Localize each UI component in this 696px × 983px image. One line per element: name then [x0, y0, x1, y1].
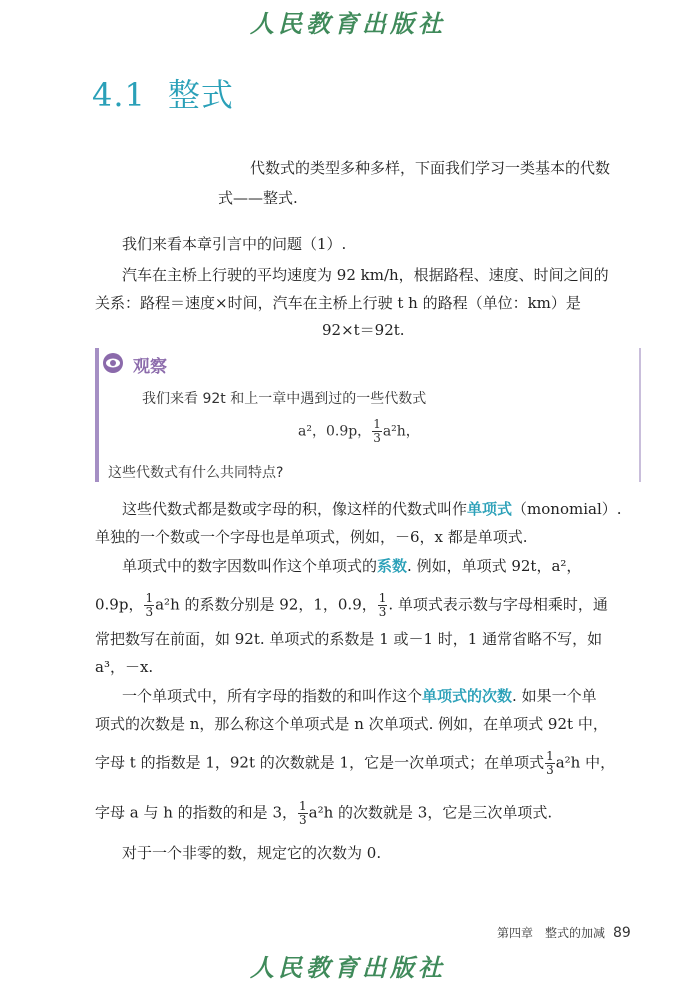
coef-line-4: a³，－x. [95, 658, 154, 676]
def-monomial-line-1: 这些代数式都是数或字母的积，像这样的代数式叫作单项式（monomial）. [122, 500, 622, 518]
def-monomial-line-2: 单独的一个数或一个字母也是单项式，例如，－6，x 都是单项式. [95, 528, 528, 546]
degree-line-3: 字母 t 的指数是 1，92t 的次数就是 1，它是一次单项式；在单项式 $\frac{1}{3}$ a²h 中， [95, 749, 616, 777]
intro-line-2: 式——整式. [218, 189, 298, 207]
section-title-text: 整式 [167, 76, 234, 114]
eye-icon [102, 352, 124, 374]
coef-line-1: 单项式中的数字因数叫作这个单项式的系数. 例如，单项式 92t，a²， [122, 557, 582, 575]
expr-a: a²，0.9p， [298, 423, 372, 440]
fraction-one-third: $\frac{1}{3}$ [373, 417, 381, 445]
formula-distance: 92×t＝92t. [322, 321, 405, 339]
coef-line-3: 常把数写在前面，如 92t. 单项式的系数是 1 或－1 时，1 通常省略不写，如 [95, 630, 603, 648]
section-number: 4.1 [92, 76, 146, 114]
page-footer [497, 924, 631, 941]
zero-degree-rule: 对于一个非零的数，规定它的次数为 0. [122, 844, 382, 862]
observe-line-1: 我们来看 92t 和上一章中遇到过的一些代数式 [142, 391, 427, 407]
degree-line-2: 项式的次数是 n，那么称这个单项式是 n 次单项式. 例如，在单项式 92t 中， [95, 715, 608, 733]
coef-line-2: 0.9p， $\frac{1}{3}$ a²h 的系数分别是 92，1，0.9， $\frac{1}{3}$ . 单项式表示数与字母相乘时，通 [95, 591, 608, 619]
observe-label: 观察 [133, 357, 167, 377]
observe-question: 这些代数式有什么共同特点? [108, 465, 284, 481]
section-title [92, 70, 234, 116]
degree-line-4: 字母 a 与 h 的指数的和是 3， $\frac{1}{3}$ a²h 的次数就是 3，它是三次单项式. [95, 799, 553, 827]
observe-expressions [298, 418, 420, 445]
intro-line-1: 代数式的类型多种多样，下面我们学习一类基本的代数 [250, 159, 611, 177]
term-degree: 单项式的次数 [422, 687, 513, 705]
publisher-logo: 人民教育出版社 [250, 9, 446, 38]
term-monomial: 单项式 [467, 500, 513, 518]
paragraph-1: 我们来看本章引言中的问题（1）. [122, 235, 347, 253]
chapter-label: 第四章 整式的加减 [497, 926, 606, 940]
publisher-logo-bottom: 人民教育出版社 [250, 953, 446, 982]
degree-line-1: 一个单项式中，所有字母的指数的和叫作这个单项式的次数. 如果一个单 [122, 687, 597, 705]
paragraph-2-line-2: 关系：路程＝速度×时间，汽车在主桥上行驶 t h 的路程（单位：km）是 [95, 294, 581, 312]
paragraph-2-line-1: 汽车在主桥上行驶的平均速度为 92 km/h，根据路程、速度、时间之间的 [122, 266, 609, 284]
page-number: 89 [613, 925, 631, 941]
term-coefficient: 系数 [377, 557, 408, 575]
expr-b: a²h， [382, 423, 420, 440]
